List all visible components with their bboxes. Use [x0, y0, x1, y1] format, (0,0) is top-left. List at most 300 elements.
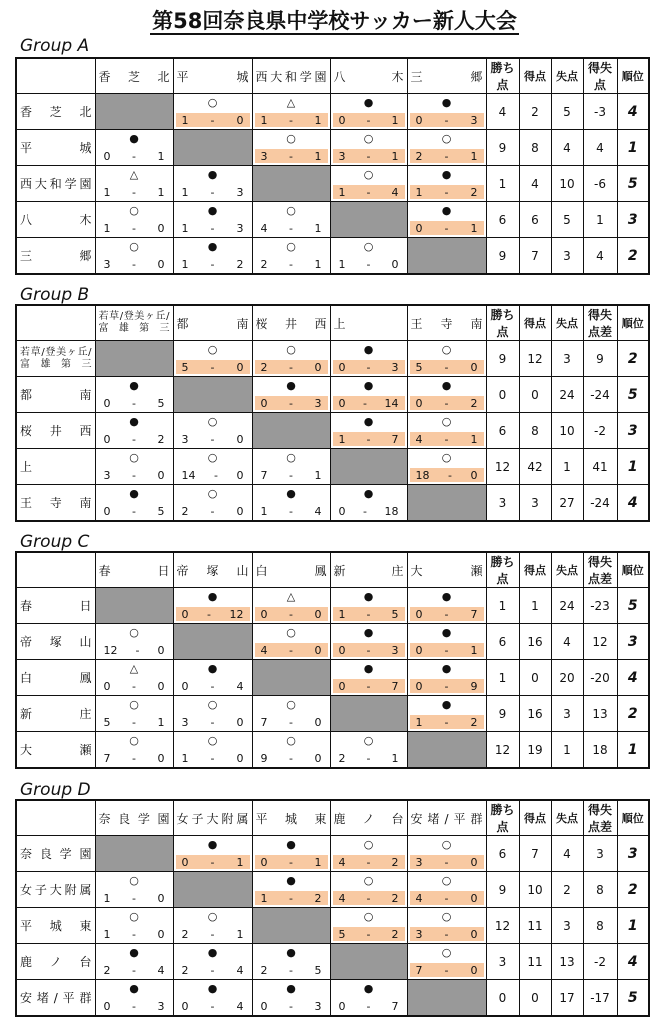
stat-value: -2	[583, 413, 617, 449]
score-dash: -	[132, 185, 136, 199]
score-home: 5	[103, 715, 111, 729]
score-dash: -	[444, 185, 449, 199]
score-home: 1	[338, 432, 346, 446]
self-match-cell	[407, 485, 486, 522]
score-away: 4	[157, 963, 165, 977]
stat-value: 20	[551, 660, 583, 696]
stat-value: 19	[519, 732, 551, 769]
match-result-cell	[252, 130, 330, 166]
match-result-cell	[173, 980, 252, 1017]
score-away: 0	[157, 751, 165, 765]
score-dash: -	[210, 185, 215, 199]
score-home: 4	[338, 891, 346, 905]
match-result-cell	[330, 836, 407, 872]
stat-value: 4	[551, 836, 583, 872]
result-symbol: ●	[286, 487, 296, 500]
match-score	[98, 999, 171, 1013]
result-symbol: ○	[207, 487, 218, 500]
team-row	[16, 944, 649, 980]
stat-value: -24	[583, 377, 617, 413]
score-home: 1	[415, 185, 423, 199]
match-result-cell	[330, 980, 407, 1017]
stat-value: 1	[486, 166, 519, 202]
score-home: 4	[338, 855, 346, 869]
stat-value: 7	[519, 836, 551, 872]
match-score	[410, 963, 484, 977]
stat-header: 勝ち点	[486, 800, 519, 836]
result-symbol: ○	[207, 910, 218, 923]
stat-header: 勝ち点	[486, 305, 519, 341]
score-away: 3	[391, 643, 399, 657]
match-score	[333, 999, 405, 1013]
score-dash: -	[363, 504, 367, 518]
score-home: 0	[181, 999, 189, 1013]
result-symbol: ●	[207, 982, 218, 995]
score-away: 1	[391, 751, 399, 765]
row-team-name: 女子大附属	[16, 872, 95, 908]
score-away: 0	[314, 360, 322, 374]
score-dash: -	[132, 679, 136, 693]
row-team-name: 西大和学園	[16, 166, 95, 202]
result-symbol: ●	[363, 415, 374, 428]
match-score	[98, 468, 171, 482]
score-home: 1	[260, 113, 268, 127]
stat-value: 0	[519, 980, 551, 1017]
team-row	[16, 449, 649, 485]
stat-value: 3	[551, 908, 583, 944]
match-score	[176, 360, 250, 374]
match-result-cell	[95, 485, 173, 522]
score-dash: -	[132, 468, 136, 482]
match-result-cell	[330, 413, 407, 449]
rank-value: 2	[617, 872, 649, 908]
rank-value: 3	[617, 836, 649, 872]
match-result-cell	[407, 872, 486, 908]
match-result-cell	[407, 944, 486, 980]
score-home: 2	[415, 149, 423, 163]
stat-value: 5	[551, 94, 583, 130]
match-score	[176, 257, 250, 271]
result-symbol: ○	[363, 168, 374, 181]
score-dash: -	[210, 432, 215, 446]
stat-value: 18	[583, 732, 617, 769]
score-away: 0	[314, 715, 322, 729]
self-match-cell	[95, 836, 173, 872]
score-dash: -	[132, 257, 136, 271]
result-symbol: ●	[129, 415, 139, 428]
score-away: 0	[314, 607, 322, 621]
column-team-name: 桜井西	[252, 305, 330, 341]
match-score	[333, 257, 405, 271]
score-away: 2	[391, 891, 399, 905]
match-score	[98, 715, 171, 729]
score-home: 2	[181, 963, 189, 977]
match-score	[255, 963, 328, 977]
team-row	[16, 908, 649, 944]
stat-value: 16	[519, 624, 551, 660]
score-away: 1	[470, 643, 478, 657]
match-result-cell	[95, 980, 173, 1017]
match-result-cell	[173, 202, 252, 238]
stat-value: 7	[519, 238, 551, 275]
score-home: 7	[103, 751, 111, 765]
score-home: 2	[260, 360, 268, 374]
result-symbol: ●	[363, 379, 374, 392]
score-dash: -	[289, 855, 293, 869]
stat-value: 9	[486, 130, 519, 166]
team-row	[16, 980, 649, 1017]
match-result-cell	[95, 130, 173, 166]
match-score	[176, 751, 250, 765]
corner-cell	[16, 800, 95, 836]
match-result-cell	[95, 238, 173, 275]
column-team-name: 三郷	[407, 58, 486, 94]
stat-header: 得失点差	[583, 800, 617, 836]
result-symbol: ●	[207, 168, 218, 181]
result-symbol: ●	[286, 946, 296, 959]
result-symbol: ○	[363, 132, 374, 145]
score-dash: -	[366, 999, 371, 1013]
self-match-cell	[95, 588, 173, 624]
stat-value: 11	[519, 944, 551, 980]
score-dash: -	[444, 432, 449, 446]
stat-value: 3	[486, 944, 519, 980]
stat-value: 0	[486, 377, 519, 413]
score-home: 0	[338, 396, 346, 410]
row-team-name: 三郷	[16, 238, 95, 275]
result-symbol: ○	[207, 698, 218, 711]
rank-value: 4	[617, 94, 649, 130]
score-dash: -	[289, 607, 293, 621]
score-dash: -	[210, 963, 215, 977]
match-score	[255, 607, 328, 621]
stat-header: 失点	[551, 800, 583, 836]
score-away: 1	[314, 257, 322, 271]
result-symbol: △	[129, 168, 139, 181]
score-away: 0	[236, 715, 244, 729]
match-result-cell	[173, 836, 252, 872]
result-symbol: ●	[441, 626, 452, 639]
match-result-cell	[173, 732, 252, 769]
score-home: 3	[103, 257, 111, 271]
match-score	[176, 999, 250, 1013]
match-result-cell	[252, 732, 330, 769]
match-score	[333, 679, 405, 693]
result-symbol: ●	[363, 662, 374, 675]
match-result-cell	[95, 696, 173, 732]
score-home: 0	[260, 855, 268, 869]
score-home: 7	[415, 963, 423, 977]
result-symbol: ●	[207, 662, 218, 675]
score-dash: -	[289, 999, 293, 1013]
score-dash: -	[210, 257, 215, 271]
stat-value: 0	[519, 377, 551, 413]
match-result-cell	[252, 341, 330, 377]
score-away: 0	[236, 751, 244, 765]
stat-value: 16	[519, 696, 551, 732]
group-table	[15, 304, 650, 522]
score-home: 0	[103, 679, 111, 693]
score-away: 1	[470, 221, 478, 235]
stat-value: 13	[583, 696, 617, 732]
column-team-name: 帝塚山	[173, 552, 252, 588]
stat-header: 得失点差	[583, 305, 617, 341]
stat-value: 24	[551, 588, 583, 624]
score-dash: -	[132, 221, 136, 235]
score-home: 9	[260, 751, 268, 765]
score-home: 0	[181, 607, 189, 621]
result-symbol: ●	[441, 204, 452, 217]
result-symbol: ○	[129, 910, 139, 923]
match-result-cell	[252, 980, 330, 1017]
match-result-cell	[330, 624, 407, 660]
score-away: 0	[236, 432, 244, 446]
match-result-cell	[173, 588, 252, 624]
match-result-cell	[330, 588, 407, 624]
stat-value: 1	[551, 449, 583, 485]
score-home: 3	[260, 149, 268, 163]
score-home: 12	[103, 643, 118, 657]
match-score	[98, 432, 171, 446]
score-home: 1	[260, 891, 268, 905]
rank-value: 2	[617, 696, 649, 732]
score-home: 0	[338, 999, 346, 1013]
score-home: 1	[103, 185, 111, 199]
score-away: 0	[157, 221, 165, 235]
column-team-name: 安堵/平群	[407, 800, 486, 836]
row-team-name: 奈良学園	[16, 836, 95, 872]
match-score	[255, 468, 328, 482]
score-dash: -	[444, 221, 449, 235]
match-score	[333, 396, 405, 410]
result-symbol: ●	[129, 379, 139, 392]
column-team-name: 都南	[173, 305, 252, 341]
score-dash: -	[132, 999, 136, 1013]
score-dash: -	[448, 468, 452, 482]
result-symbol: ●	[286, 874, 296, 887]
score-dash: -	[210, 113, 215, 127]
result-symbol: ●	[286, 379, 296, 392]
group-table	[15, 799, 650, 1017]
match-result-cell	[173, 485, 252, 522]
result-symbol: △	[286, 590, 296, 603]
result-symbol: ●	[441, 96, 452, 109]
row-team-name: 大瀬	[16, 732, 95, 769]
stat-value: -6	[583, 166, 617, 202]
score-home: 0	[260, 999, 268, 1013]
stat-value: 3	[486, 485, 519, 522]
stat-value: 12	[519, 341, 551, 377]
match-result-cell	[95, 377, 173, 413]
match-result-cell	[407, 202, 486, 238]
stat-value: 4	[519, 166, 551, 202]
score-away: 0	[157, 679, 165, 693]
match-score	[410, 396, 484, 410]
result-symbol: ○	[441, 415, 452, 428]
score-dash: -	[289, 257, 293, 271]
score-dash: -	[366, 149, 371, 163]
match-score	[176, 221, 250, 235]
match-result-cell	[330, 341, 407, 377]
match-score	[333, 360, 405, 374]
self-match-cell	[407, 980, 486, 1017]
score-away: 0	[470, 855, 478, 869]
match-result-cell	[95, 202, 173, 238]
score-dash: -	[366, 113, 371, 127]
result-symbol: ●	[363, 487, 374, 500]
score-dash: -	[289, 643, 293, 657]
rank-value: 3	[617, 413, 649, 449]
self-match-cell	[252, 660, 330, 696]
match-result-cell	[330, 732, 407, 769]
result-symbol: ○	[363, 734, 374, 747]
score-dash: -	[444, 715, 449, 729]
stat-value: 13	[551, 944, 583, 980]
match-score	[98, 504, 171, 518]
match-result-cell	[173, 944, 252, 980]
score-away: 0	[236, 468, 244, 482]
stat-value: 2	[551, 872, 583, 908]
team-row	[16, 166, 649, 202]
score-away: 3	[391, 360, 399, 374]
score-home: 2	[260, 257, 268, 271]
score-home: 0	[338, 504, 346, 518]
score-home: 0	[181, 679, 189, 693]
match-result-cell	[330, 660, 407, 696]
stat-header: 得点	[519, 305, 551, 341]
score-dash: -	[132, 149, 136, 163]
match-score	[255, 751, 328, 765]
result-symbol: ●	[363, 590, 374, 603]
score-dash: -	[132, 963, 136, 977]
stat-value: 3	[551, 696, 583, 732]
match-result-cell	[407, 624, 486, 660]
rank-value: 2	[617, 341, 649, 377]
match-result-cell	[173, 94, 252, 130]
score-dash: -	[207, 607, 211, 621]
score-home: 3	[103, 468, 111, 482]
stat-header: 順位	[617, 58, 649, 94]
score-home: 0	[338, 643, 346, 657]
stat-header: 順位	[617, 305, 649, 341]
stat-header: 得点	[519, 800, 551, 836]
result-symbol: ○	[441, 838, 452, 851]
rank-value: 1	[617, 908, 649, 944]
match-result-cell	[173, 341, 252, 377]
stat-value: 4	[583, 238, 617, 275]
result-symbol: ○	[286, 132, 296, 145]
score-home: 0	[415, 643, 423, 657]
stat-header: 得失点	[583, 58, 617, 94]
row-team-name: 平城東	[16, 908, 95, 944]
score-away: 7	[391, 432, 399, 446]
score-away: 0	[157, 468, 165, 482]
match-score	[176, 927, 250, 941]
stat-value: 3	[583, 836, 617, 872]
result-symbol: ○	[129, 874, 139, 887]
match-score	[410, 113, 484, 127]
stat-value: 2	[519, 94, 551, 130]
stat-value: 12	[486, 449, 519, 485]
score-away: 0	[470, 468, 478, 482]
team-row	[16, 485, 649, 522]
result-symbol: ●	[207, 204, 218, 217]
column-team-name: 王寺南	[407, 305, 486, 341]
score-dash: -	[210, 855, 215, 869]
stat-value: 1	[551, 732, 583, 769]
result-symbol: ●	[207, 838, 218, 851]
result-symbol: ●	[441, 698, 452, 711]
score-away: 4	[236, 999, 244, 1013]
stat-value: 6	[486, 413, 519, 449]
team-row	[16, 413, 649, 449]
match-score	[255, 149, 328, 163]
score-home: 1	[415, 715, 423, 729]
stat-value: 12	[486, 732, 519, 769]
match-score	[410, 149, 484, 163]
score-home: 1	[103, 927, 111, 941]
score-away: 1	[314, 855, 322, 869]
score-away: 4	[391, 185, 399, 199]
match-score	[333, 504, 405, 518]
score-dash: -	[289, 715, 293, 729]
score-dash: -	[210, 504, 215, 518]
self-match-cell	[173, 624, 252, 660]
result-symbol: ○	[207, 96, 218, 109]
stat-value: 0	[486, 980, 519, 1017]
score-dash: -	[289, 113, 293, 127]
score-home: 0	[415, 221, 423, 235]
match-result-cell	[173, 660, 252, 696]
match-score	[255, 715, 328, 729]
stat-header: 失点	[551, 58, 583, 94]
score-dash: -	[366, 643, 371, 657]
result-symbol: ○	[286, 204, 296, 217]
result-symbol: ●	[441, 168, 452, 181]
match-result-cell	[407, 377, 486, 413]
score-away: 1	[470, 432, 478, 446]
group-table	[15, 551, 650, 769]
score-away: 7	[391, 999, 399, 1013]
score-away: 5	[157, 504, 165, 518]
score-home: 0	[338, 113, 346, 127]
score-away: 2	[391, 855, 399, 869]
match-score	[255, 891, 328, 905]
score-away: 0	[236, 360, 244, 374]
match-result-cell	[252, 202, 330, 238]
row-team-name: 安堵/平群	[16, 980, 95, 1017]
match-score	[98, 396, 171, 410]
column-team-name: 若草/登美ヶ丘/富雄第三	[95, 305, 173, 341]
match-score	[410, 927, 484, 941]
stat-value: 10	[519, 872, 551, 908]
result-symbol: ○	[286, 240, 296, 253]
self-match-cell	[252, 166, 330, 202]
self-match-cell	[173, 872, 252, 908]
row-team-name: 八木	[16, 202, 95, 238]
rank-value: 3	[617, 202, 649, 238]
match-result-cell	[95, 413, 173, 449]
score-away: 1	[314, 221, 322, 235]
match-result-cell	[252, 449, 330, 485]
column-team-name: 八木	[330, 58, 407, 94]
score-away: 2	[470, 396, 478, 410]
stat-value: 8	[519, 130, 551, 166]
score-home: 1	[338, 257, 346, 271]
score-dash: -	[366, 927, 371, 941]
match-score	[255, 504, 328, 518]
score-dash: -	[210, 751, 215, 765]
